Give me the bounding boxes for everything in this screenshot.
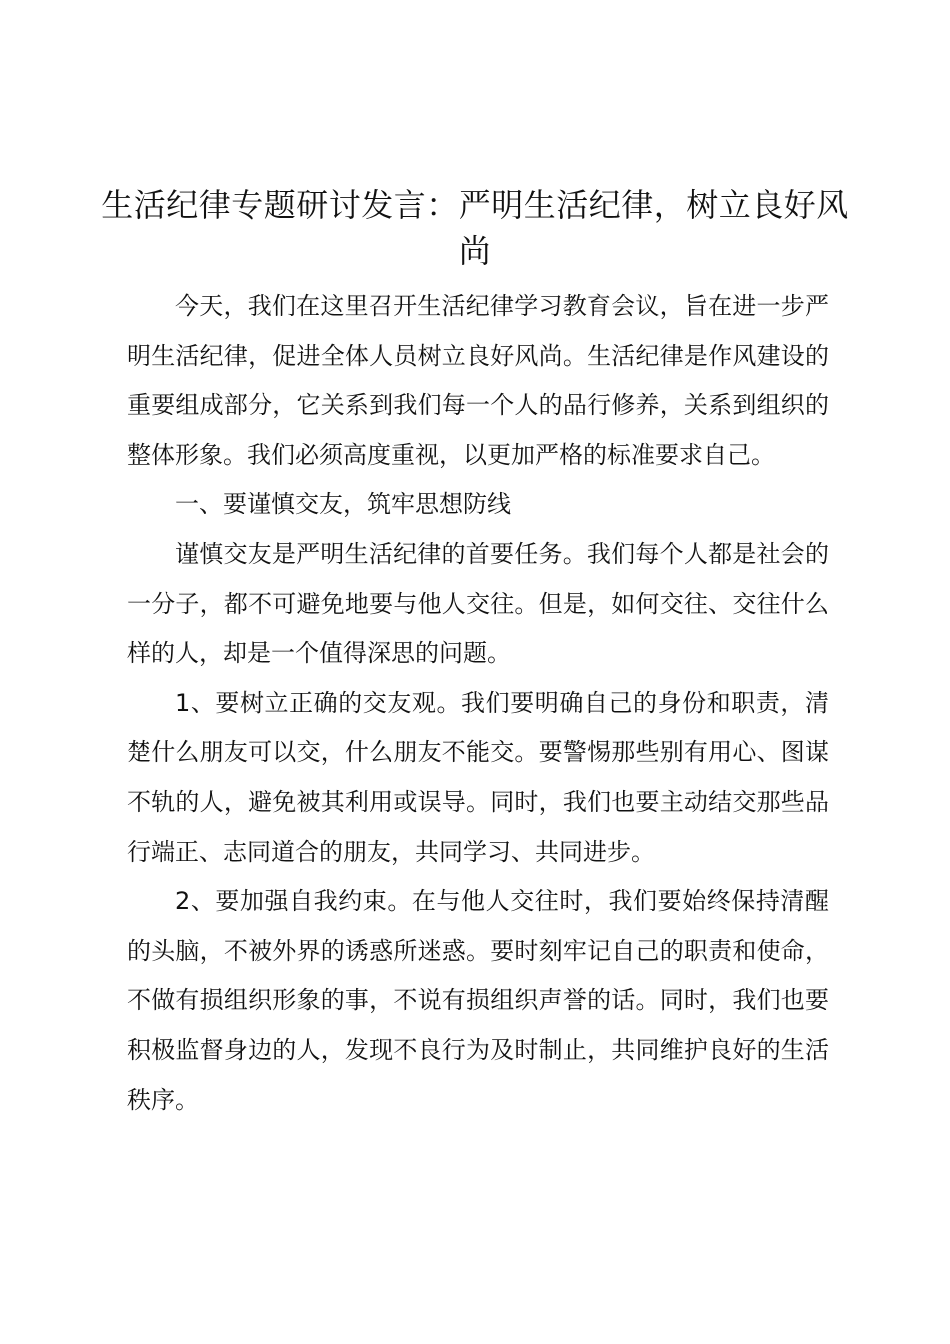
point-2-paragraph: 2、要加强自我约束。在与他人交往时，我们要始终保持清醒的头脑，不被外界的诱惑所迷惑。要时刻牢记自己的职责和使命，不做有损组织形象的事，不说有损组织声誉的话。同时，我们也要积极监督身边的人，发现不良行为及时制止，共同维护良好的生活秩序。 (127, 887, 829, 1114)
intro-paragraph: 今天，我们在这里召开生活纪律学习教育会议，旨在进一步严明生活纪律，促进全体人员树立良好风尚。生活纪律是作风建设的重要组成部分，它关系到我们每一个人的品行修养，关系到组织的整体形象。我们必须高度重视，以更加严格的标准要求自己。 (127, 292, 829, 469)
section-heading: 一、要谨慎交友，筑牢思想防线 (175, 490, 511, 519)
section-intro-paragraph: 谨慎交友是严明生活纪律的首要任务。我们每个人都是社会的一分子，都不可避免地要与他人交往。但是，如何交往、交往什么样的人，却是一个值得深思的问题。 (127, 539, 829, 668)
point-1-paragraph: 1、要树立正确的交友观。我们要明确自己的身份和职责，清楚什么朋友可以交，什么朋友不能交。要警惕那些别有用心、图谋不轨的人，避免被其利用或误导。同时，我们也要主动结交那些品行端正、志同道合的朋友，共同学习、共同进步。 (127, 688, 829, 866)
document-body (127, 282, 829, 1125)
document-title: 生活纪律专题研讨发言：严明生活纪律，树立良好风尚 (101, 186, 849, 270)
